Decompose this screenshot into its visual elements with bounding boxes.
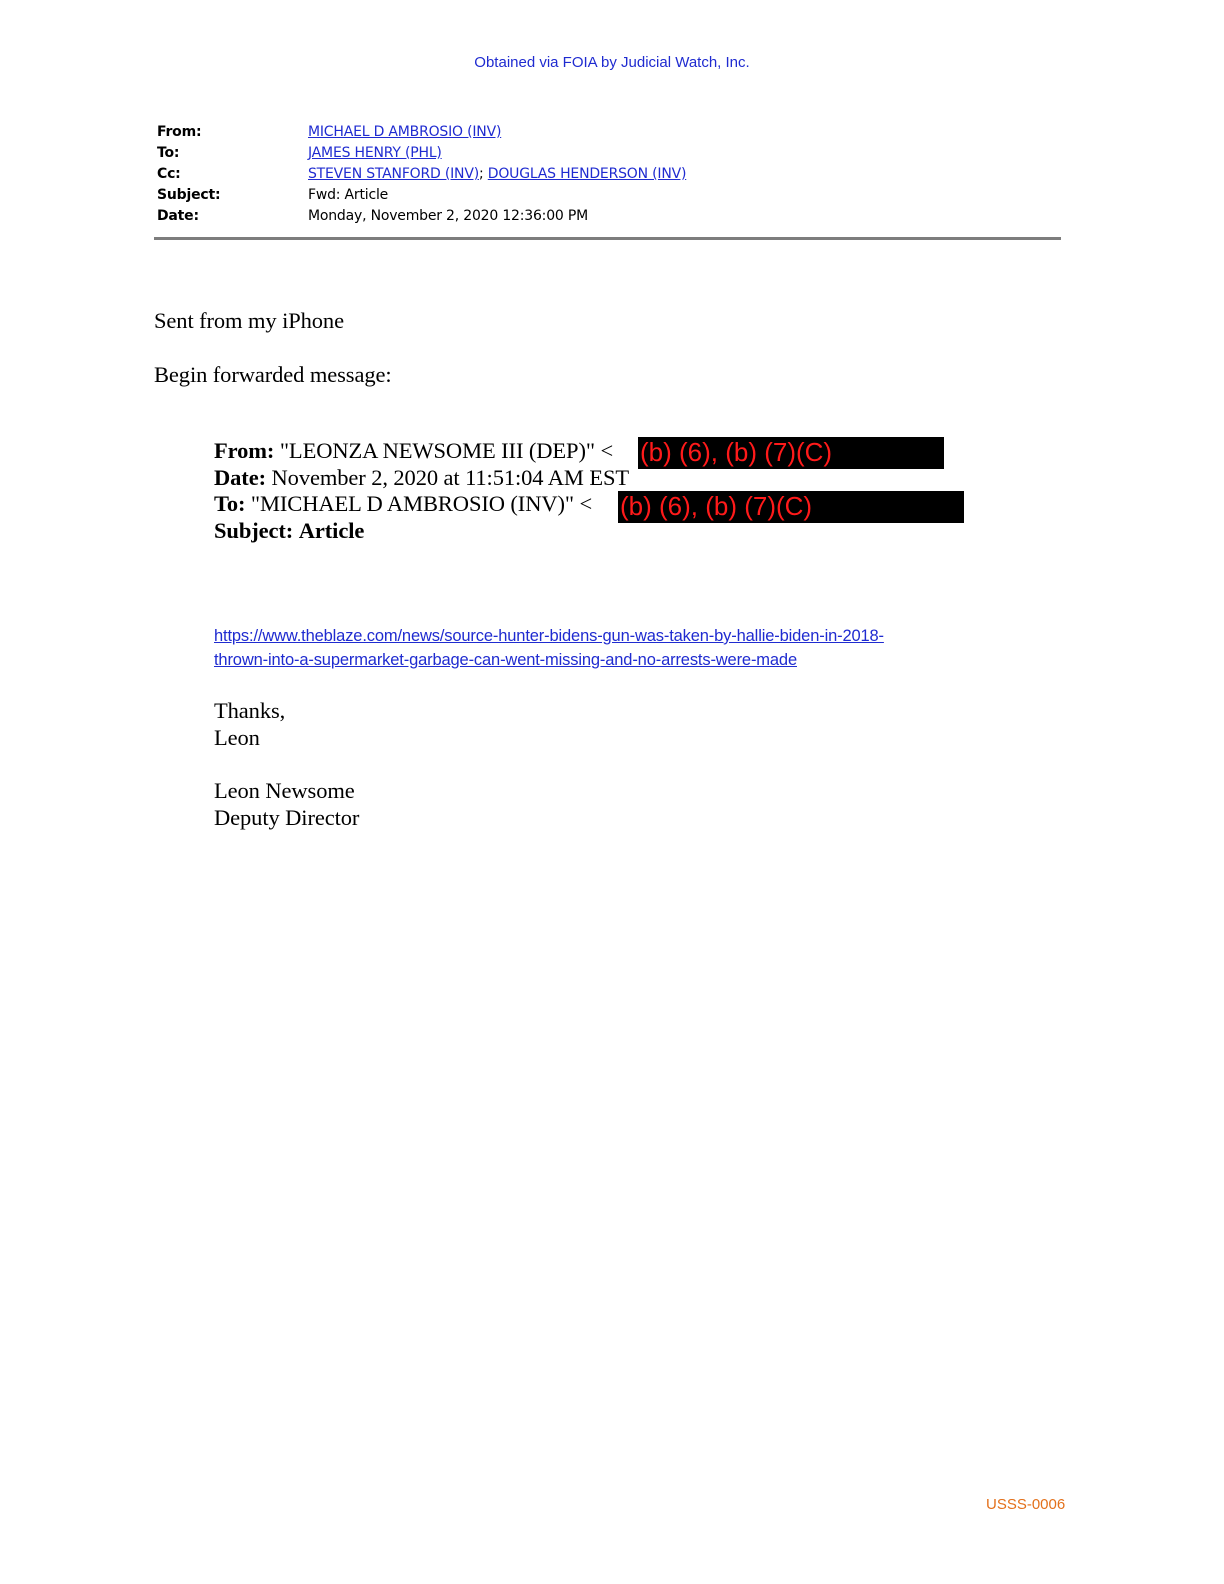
article-link-line-1[interactable]: https://www.theblaze.com/news/source-hunter-bidens-gun-was-taken-by-hallie-biden-in-2018- [214, 627, 884, 645]
header-cc-separator: ; [478, 166, 484, 182]
header-to-row [157, 143, 686, 164]
signature-block [214, 778, 359, 831]
foia-banner: Obtained via FOIA by Judicial Watch, Inc. [474, 54, 750, 71]
header-date-label: Date: [157, 208, 199, 224]
header-from-label: From: [157, 124, 202, 140]
header-cc-values [308, 164, 686, 185]
header-date-row [157, 206, 686, 227]
header-from-row [157, 122, 686, 143]
header-cc-label: Cc: [157, 166, 181, 182]
page-id-stamp: USSS-0006 [986, 1496, 1066, 1513]
sent-from-line: Sent from my iPhone [154, 308, 344, 333]
signature-name: Leon Newsome [214, 778, 355, 803]
header-cc-row [157, 164, 686, 185]
forwarded-subject-label: Subject: [214, 518, 294, 544]
header-to-label: To: [157, 145, 180, 161]
header-subject-row [157, 185, 686, 206]
header-cc-link-2[interactable]: DOUGLAS HENDERSON (INV) [487, 166, 687, 182]
header-date-value: Monday, November 2, 2020 12:36:00 PM [308, 208, 588, 224]
forwarded-subject-value: Article [298, 518, 365, 544]
forwarded-date-label: Date: [214, 464, 266, 490]
signature-title: Deputy Director [214, 804, 360, 830]
sign-name-line: Leon [214, 724, 260, 750]
forwarded-to-value: "MICHAEL D AMBROSIO (INV)" < [250, 491, 593, 517]
article-link-line-2[interactable]: thrown-into-a-supermarket-garbage-can-went-missing-and-no-arrests-were-made [214, 651, 797, 669]
header-cc-link-1[interactable]: STEVEN STANFORD (INV) [308, 166, 479, 182]
article-link[interactable] [214, 624, 994, 672]
redaction-box-to: (b) (6), (b) (7)(C) [618, 491, 964, 523]
header-divider [154, 237, 1061, 240]
forwarded-from-label: From: [214, 438, 275, 463]
forwarded-date-value: November 2, 2020 at 11:51:04 AM EST [271, 464, 630, 490]
header-subject-label: Subject: [157, 187, 221, 203]
header-to-link[interactable]: JAMES HENRY (PHL) [308, 145, 442, 161]
forwarded-from-value: "LEONZA NEWSOME III (DEP)" < [279, 438, 614, 463]
email-header [157, 122, 686, 227]
thanks-line: Thanks, [214, 698, 286, 723]
header-from-link[interactable]: MICHAEL D AMBROSIO (INV) [308, 124, 502, 140]
forwarded-to-label: To: [214, 491, 246, 517]
header-subject-value: Fwd: Article [308, 187, 389, 203]
redaction-box-from: (b) (6), (b) (7)(C) [638, 437, 944, 469]
closing-block [214, 698, 285, 751]
begin-forwarded-line: Begin forwarded message: [154, 362, 392, 387]
